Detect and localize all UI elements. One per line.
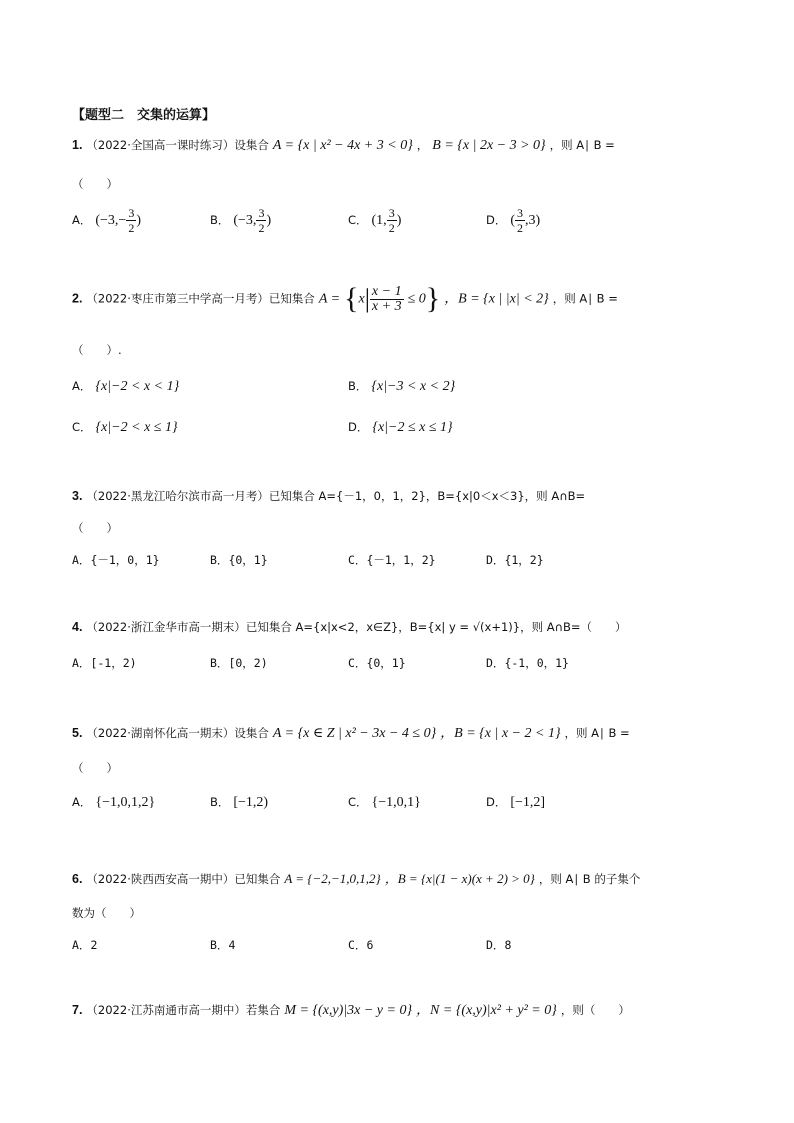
option-b[interactable]: B．4 (210, 938, 236, 952)
question-source: （2022·湖南怀化高一期末）设集合 (86, 726, 269, 740)
option-a[interactable]: A．2 (72, 938, 98, 952)
set-a-formula: A = {x | x² − 4x + 3 < 0} (272, 138, 413, 153)
set-b-formula: ，B = {x|(1 − x)(x + 2) > 0} (384, 871, 535, 886)
answer-paren: （ ） (72, 521, 118, 535)
set-a-formula: A = {x ∈ Z | x² − 3x − 4 ≤ 0} (272, 726, 437, 741)
question-number: 6. (72, 872, 83, 886)
question-2-stem: 2. （2022·枣庄市第三中学高一月考）已知集合 A = {x| $\frac{x - 1}{x + 3}$ ≤ 0} ，B = {x | |x| < 2} ，则 A∣ B = (72, 282, 618, 315)
question-source: （2022·全国高一课时练习）设集合 (86, 138, 269, 152)
option-b[interactable]: B． (−3, $\frac{3}{2}$ ) (210, 206, 272, 235)
option-b[interactable]: B． {x|−3 < x < 2} (348, 379, 456, 394)
option-a[interactable]: A． {x|−2 < x < 1} (72, 379, 180, 394)
option-b[interactable]: B．[0，2) (210, 656, 268, 670)
set-b-formula: ，B = {x | x − 2 < 1} (440, 726, 561, 741)
option-b[interactable]: B．{0，1} (210, 553, 268, 567)
question-5-stem (72, 722, 630, 742)
question-number: 1. (72, 138, 83, 152)
set-a-label: A = (318, 291, 341, 307)
question-ask: ，则 A∣ B 的子集个 (538, 872, 641, 886)
option-a[interactable]: A．[-1，2) (72, 656, 137, 670)
question-source: （2022·江苏南通市高一期中）若集合 (86, 1003, 281, 1017)
question-ask: ，则 A∣ B = (564, 726, 630, 740)
question-number: 4. (72, 620, 83, 634)
option-a[interactable]: A． {−1,0,1,2} (72, 795, 156, 810)
question-source: （2022·黑龙江哈尔滨市高一月考）已知集合 A={－1，0，1，2}，B={x|0＜x＜3}，则 A∩B= (86, 489, 586, 503)
question-source: （2022·浙江金华市高一期末）已知集合 A={x|x<2，x∈Z}，B={x| y = √(x+1)}，则 A∩B=（ ） (86, 620, 627, 634)
question-6-line2: 数为（ ） (72, 906, 141, 920)
option-d[interactable]: D．{-1，0，1} (486, 656, 569, 670)
set-b-formula: ，B = {x | |x| < 2} (444, 291, 549, 307)
option-c[interactable]: C． {−1,0,1} (348, 795, 421, 810)
question-3-stem (72, 488, 585, 504)
set-b-formula: ，N = {(x,y)|x² + y² = 0} (416, 1003, 557, 1018)
option-c[interactable]: C． (1, $\frac{3}{2}$ ) (348, 206, 402, 235)
answer-paren: （ ）. (72, 343, 122, 357)
question-source: （2022·枣庄市第三中学高一月考）已知集合 (86, 291, 315, 306)
question-ask: ，则 A∣ B = (552, 291, 618, 306)
question-1-stem: 1. （2022·全国高一课时练习）设集合 A = {x | x² − 4x + 3 < 0} ， B = {x | 2x − 3 > 0} ，则 A∣ B = (72, 138, 615, 153)
option-c[interactable]: C．6 (348, 938, 374, 952)
option-d[interactable]: D． ( $\frac{3}{2}$ ,3) (486, 206, 541, 235)
question-6-stem (72, 868, 640, 887)
option-c[interactable]: C．{－1，1，2} (348, 553, 436, 567)
answer-paren: （ ） (72, 177, 118, 191)
section-title: 【题型二 交集的运算】 (72, 108, 216, 123)
question-ask: ，则 A∣ B = (549, 138, 615, 152)
answer-paren: （ ） (72, 761, 118, 775)
question-ask: ，则（ ） (560, 1003, 630, 1017)
option-d[interactable]: D． {x|−2 ≤ x ≤ 1} (348, 420, 453, 435)
question-number: 3. (72, 489, 83, 503)
option-a[interactable]: A． (−3,− $\frac{3}{2}$ ) (72, 206, 141, 235)
question-source: （2022·陕西西安高一期中）已知集合 (86, 872, 281, 886)
option-a[interactable]: A．{－1，0，1} (72, 553, 160, 567)
option-d[interactable]: D．8 (486, 938, 512, 952)
option-b[interactable]: B． [−1,2) (210, 795, 269, 810)
question-number: 2. (72, 291, 83, 306)
option-c[interactable]: C． {x|−2 < x ≤ 1} (72, 420, 178, 435)
set-a-formula: M = {(x,y)|3x − y = 0} (284, 1003, 413, 1018)
set-b-formula: B = {x | 2x − 3 > 0} (432, 138, 546, 153)
question-number: 7. (72, 1003, 83, 1017)
set-a-formula: A = {−2,−1,0,1,2} (284, 871, 381, 886)
question-7-stem (72, 999, 630, 1019)
question-number: 5. (72, 726, 83, 740)
question-4-stem (72, 619, 627, 635)
option-d[interactable]: D．{1，2} (486, 553, 544, 567)
option-d[interactable]: D． [−1,2] (486, 795, 546, 810)
option-c[interactable]: C．{0，1} (348, 656, 406, 670)
